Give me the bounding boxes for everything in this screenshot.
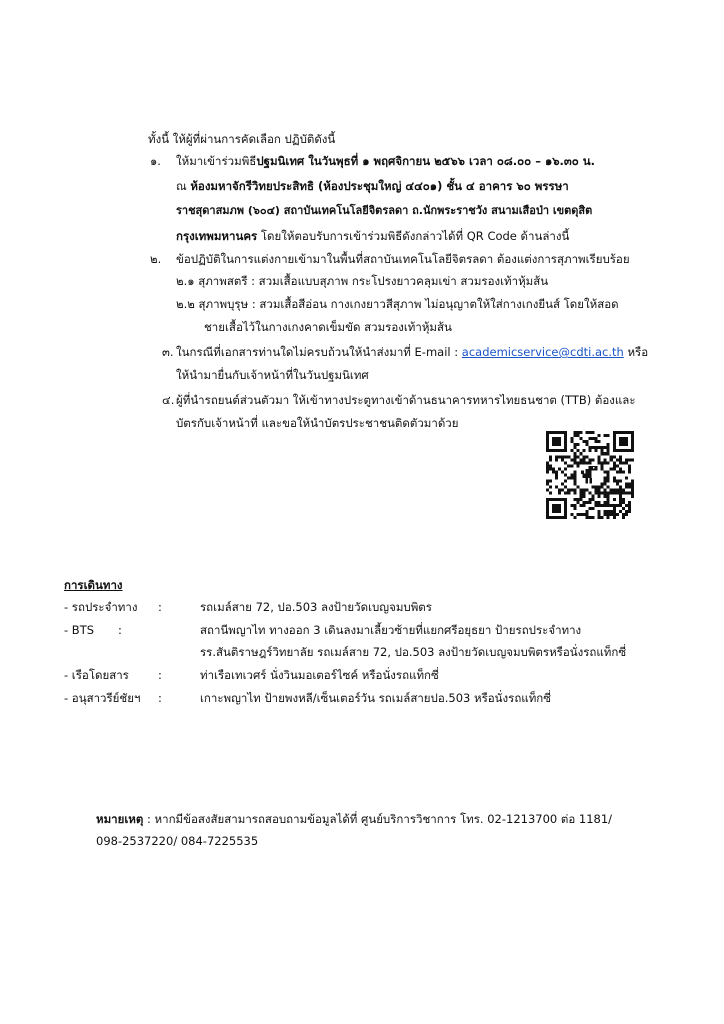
- email-link[interactable]: academicservice@cdti.ac.th: [461, 345, 624, 359]
- travel-label-bus: - รถประจำทาง: [64, 600, 138, 614]
- item-2-line: ข้อปฏิบัติในการแต่งกายเข้ามาในพื้นที่สถาบันเทคโนโลยีจิตรลดา ต้องแต่งการสุภาพเรียบร้อย: [176, 252, 630, 266]
- travel-text-bts-2: รร.สันติราษฎร์วิทยาลัย รถเมล์สาย 72, ปอ.503 ลงป้ายวัดเบญจมบพิตรหรือนั่งรถแท็กซี่: [200, 645, 627, 659]
- travel-text-boat: ท่าเรือเทเวศร์ นั่งวินมอเตอร์ไซค์ หรือนั่งรถแท็กซี่: [200, 668, 439, 682]
- item-4-line-2: บัตรกับเจ้าหน้าที่ และขอให้นำบัตรประชาชนติดตัวมาด้วย: [176, 416, 459, 430]
- travel-label-bts: - BTS: [64, 623, 95, 637]
- travel-sep-boat: :: [158, 668, 162, 682]
- item-2-sub-3: ชายเสื้อไว้ในกางเกงคาดเข็มขัด สวมรองเท้าหุ้มส้น: [204, 320, 452, 334]
- item-1-line-2: ณ ห้องมหาจักรีวิทยประสิทธิ (ห้องประชุมใหญ่ ๔๔๐๑) ชั้น ๔ อาคาร ๖๐ พรรษา: [176, 179, 569, 193]
- qr-code-graphic: [546, 431, 634, 519]
- travel-label-boat: - เรือโดยสาร: [64, 668, 129, 682]
- travel-text-bus: รถเมล์สาย 72, ปอ.503 ลงป้ายวัดเบญจมบพิตร: [200, 600, 432, 614]
- note-label: หมายเหตุ: [96, 812, 144, 826]
- item-3-line-2: ให้นำมายื่นกับเจ้าหน้าที่ในวันปฐมนิเทศ: [176, 368, 369, 382]
- item-1-line-4: กรุงเทพมหานคร โดยให้ตอบรับการเข้าร่วมพิธีดังกล่าวได้ที่ QR Code ด้านล่างนี้: [176, 229, 570, 243]
- item-4-number: ๔.: [162, 393, 175, 407]
- item-1-line-3: ราชสุดาสมภพ (๖๐๔) สถาบันเทคโนโลยีจิตรลดา ถ.นักพระราชวัง สนามเสือป่า เขตดุสิต: [176, 204, 593, 217]
- item-2-sub-2: ๒.๒ สุภาพบุรุษ : สวมเสื้อสีอ่อน กางเกงยาวสีสุภาพ ไม่อนุญาตให้ใส่กางเกงยีนส์ โดยให้สอด: [176, 297, 619, 311]
- item-3-number: ๓.: [162, 345, 174, 359]
- travel-sep-bts: :: [118, 623, 122, 637]
- travel-sep-monument: :: [158, 691, 162, 705]
- item-2-number: ๒.: [150, 252, 162, 266]
- note-line-2: 098-2537220/ 084-7225535: [96, 834, 259, 848]
- travel-sep-bus: :: [158, 600, 162, 614]
- note-line-1: หมายเหตุ : หากมีข้อสงสัยสามารถสอบถามข้อมูลได้ที่ ศูนย์บริการวิชาการ โทร. 02-1213700 ต่อ 1181/: [96, 812, 613, 826]
- travel-label-monument: - อนุสาวรีย์ชัยฯ: [64, 691, 141, 705]
- qr-code[interactable]: [546, 431, 634, 519]
- item-4-line-1: ผู้ที่นำรถยนต์ส่วนตัวมา ให้เข้าทางประตูทางเข้าด้านธนาคารทหารไทยธนชาต (TTB) ต้องและ: [176, 393, 636, 407]
- travel-text-monument: เกาะพญาไท ป้ายพงหลี/เซ็นเตอร์วัน รถเมล์สายปอ.503 หรือนั่งรถแท็กซี่: [200, 691, 552, 705]
- item-1-line-1: ให้มาเข้าร่วมพิธีปฐมนิเทศ ในวันพุธที่ ๑ พฤศจิกายน ๒๕๖๖ เวลา ๐๘.๐๐ – ๑๖.๓๐ น.: [176, 154, 596, 168]
- item-3-line-1: ในกรณีที่เอกสารท่านใดไม่ครบถ้วนให้นำส่งมาที่ E-mail : academicservice@cdti.ac.th หรือ: [176, 345, 649, 359]
- travel-text-bts: สถานีพญาไท ทางออก 3 เดินลงมาเลี้ยวซ้ายที่แยกศรีอยุธยา ป้ายรถประจำทาง: [200, 623, 582, 637]
- travel-heading: การเดินทาง: [64, 578, 123, 592]
- intro-text: ทั้งนี้ ให้ผู้ที่ผ่านการคัดเลือก ปฏิบัติดังนี้: [148, 132, 336, 146]
- item-1-number: ๑.: [150, 154, 161, 168]
- item-2-sub-1: ๒.๑ สุภาพสตรี : สวมเสื้อแบบสุภาพ กระโปรงยาวคลุมเข่า สวมรองเท้าหุ้มส้น: [176, 274, 549, 288]
